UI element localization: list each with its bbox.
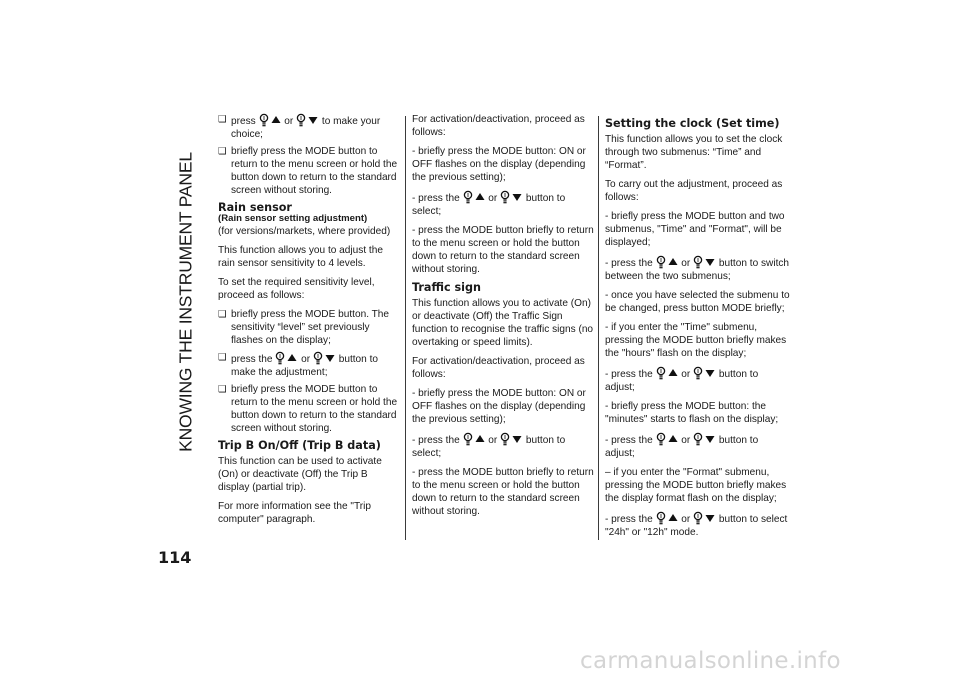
text-run: to make your choice; xyxy=(231,116,381,140)
text-run: or xyxy=(281,116,297,127)
checkbox-bullet-icon: ❑ xyxy=(218,309,227,320)
side-section-title: KNOWING THE INSTRUMENT PANEL xyxy=(175,152,196,452)
watermark: carmanualsonline.info xyxy=(580,648,841,674)
bulb-down-arrow-icon xyxy=(693,366,716,380)
paragraph xyxy=(605,432,790,460)
paragraph xyxy=(412,355,594,381)
paragraph xyxy=(412,297,594,349)
column-middle xyxy=(412,113,594,524)
paragraph xyxy=(605,321,790,360)
text-run: button to adjust; xyxy=(605,435,759,459)
page-number: 114 xyxy=(158,548,192,567)
section-heading: Setting the clock (Set time) xyxy=(605,117,780,130)
text-run: - press the MODE button briefly to return to the menu screen or hold the button down to return to the standard screen without storing. xyxy=(412,225,594,275)
text-run: button to adjust; xyxy=(605,369,759,393)
paragraph xyxy=(412,432,594,460)
bulb-down-arrow-icon xyxy=(693,432,716,446)
bullet-item xyxy=(218,113,400,141)
text-run: For activation/deactivation, proceed as follows: xyxy=(412,114,585,138)
text-run: briefly press the MODE button to return to the menu screen or hold the button down to return to the standard screen without storing. xyxy=(231,146,398,196)
text-run: briefly press the MODE button to return to the menu screen or hold the button down to return to the standard screen without storing. xyxy=(231,384,398,434)
bulb-up-arrow-icon xyxy=(656,255,679,269)
text-run: button to select "24h" or "12h" mode. xyxy=(605,514,788,538)
text-run: or xyxy=(678,514,694,525)
text-run: or xyxy=(678,258,694,269)
text-run: - press the xyxy=(605,258,656,269)
text-run: This function can be used to activate (On) or deactivate (Off) the Trip B display (partial trip). xyxy=(218,456,382,493)
paragraph xyxy=(218,500,400,526)
text-run: button to make the adjustment; xyxy=(231,354,379,378)
paragraph xyxy=(218,225,400,238)
paragraph xyxy=(412,145,594,184)
bulb-down-arrow-icon xyxy=(693,511,716,525)
section-heading: Trip B On/Off (Trip B data) xyxy=(218,439,381,452)
column-divider xyxy=(598,116,599,540)
text-run: - press the xyxy=(412,193,463,204)
text-run: – if you enter the "Format" submenu, pressing the MODE button briefly makes the display format flash on the display; xyxy=(605,467,787,504)
section-heading: Traffic sign xyxy=(412,281,481,294)
paragraph xyxy=(412,190,594,218)
text-run: briefly press the MODE button. The sensitivity “level” set previously flashes on the display; xyxy=(231,309,390,346)
text-run: For more information see the "Trip computer" paragraph. xyxy=(218,501,371,525)
paragraph xyxy=(218,455,400,494)
text-run: This function allows you to adjust the rain sensor sensitivity to 4 levels. xyxy=(218,245,383,269)
checkbox-bullet-icon: ❑ xyxy=(218,146,227,157)
bullet-item xyxy=(218,308,400,347)
text-run: or xyxy=(298,354,313,365)
paragraph xyxy=(218,276,400,302)
paragraph xyxy=(605,400,790,426)
text-run: or xyxy=(678,435,694,446)
text-run: - briefly press the MODE button: ON or OFF flashes on the display (depending the previous setting); xyxy=(412,146,586,183)
bulb-down-arrow-icon xyxy=(313,351,336,365)
paragraph xyxy=(605,366,790,394)
checkbox-bullet-icon: ❑ xyxy=(218,114,227,125)
bulb-up-arrow-icon xyxy=(259,113,282,127)
bulb-up-arrow-icon xyxy=(656,432,679,446)
paragraph xyxy=(605,466,790,505)
checkbox-bullet-icon: ❑ xyxy=(218,384,227,395)
paragraph xyxy=(605,511,790,539)
bulb-down-arrow-icon xyxy=(296,113,319,127)
bulb-up-arrow-icon xyxy=(656,366,679,380)
paragraph xyxy=(412,387,594,426)
bulb-up-arrow-icon xyxy=(463,190,486,204)
text-run: press xyxy=(231,116,259,127)
section-subheading: (Rain sensor setting adjustment) xyxy=(218,213,368,224)
paragraph xyxy=(605,210,790,249)
paragraph xyxy=(218,244,400,270)
text-run: - press the xyxy=(605,435,656,446)
paragraph xyxy=(605,255,790,283)
text-run: - press the xyxy=(412,435,463,446)
paragraph xyxy=(605,289,790,315)
text-run: - briefly press the MODE button: ON or OFF flashes on the display (depending the previous setting); xyxy=(412,388,586,425)
column-right xyxy=(605,113,790,545)
text-run: (for versions/markets, where provided) xyxy=(218,226,391,237)
text-run: or xyxy=(485,435,501,446)
column-divider xyxy=(405,116,406,540)
bulb-down-arrow-icon xyxy=(500,190,523,204)
paragraph xyxy=(605,133,790,172)
bulb-up-arrow-icon xyxy=(275,351,298,365)
text-run: To set the required sensitivity level, proceed as follows: xyxy=(218,277,375,301)
text-run: For activation/deactivation, proceed as follows: xyxy=(412,356,585,380)
text-run: - once you have selected the submenu to be changed, press button MODE briefly; xyxy=(605,290,790,314)
text-run: This function allows you to activate (On) or deactivate (Off) the Traffic Sign function to recognise the traffic signs (no overtaking or speed limits). xyxy=(412,298,594,348)
text-run: This function allows you to set the clock through two submenus: “Time” and “Format”. xyxy=(605,134,783,171)
bulb-down-arrow-icon xyxy=(500,432,523,446)
paragraph xyxy=(412,224,594,276)
bullet-item xyxy=(218,351,400,379)
text-run: To carry out the adjustment, proceed as follows: xyxy=(605,179,783,203)
bullet-item xyxy=(218,383,400,435)
bullet-item xyxy=(218,145,400,197)
bulb-up-arrow-icon xyxy=(656,511,679,525)
section-heading: Rain sensor xyxy=(218,201,292,214)
paragraph xyxy=(412,466,594,518)
paragraph xyxy=(412,113,594,139)
bulb-up-arrow-icon xyxy=(463,432,486,446)
text-run: - press the xyxy=(605,514,656,525)
text-run: or xyxy=(678,369,694,380)
column-left xyxy=(218,113,400,532)
text-run: button to switch between the two submenus; xyxy=(605,258,790,282)
checkbox-bullet-icon: ❑ xyxy=(218,352,227,363)
text-run: press the xyxy=(231,354,276,365)
text-run: - briefly press the MODE button and two submenus, "Time" and "Format", will be displayed; xyxy=(605,211,785,248)
text-run: button to select; xyxy=(412,435,566,459)
text-run: - if you enter the "Time" submenu, pressing the MODE button briefly makes the "hours" flash on the display; xyxy=(605,322,787,359)
paragraph xyxy=(605,178,790,204)
text-run: button to select; xyxy=(412,193,566,217)
text-run: - press the MODE button briefly to return to the menu screen or hold the button down to return to the standard screen without storing. xyxy=(412,467,594,517)
text-run: or xyxy=(485,193,501,204)
text-run: - briefly press the MODE button: the "minutes" starts to flash on the display; xyxy=(605,401,779,425)
text-run: - press the xyxy=(605,369,656,380)
bulb-down-arrow-icon xyxy=(693,255,716,269)
